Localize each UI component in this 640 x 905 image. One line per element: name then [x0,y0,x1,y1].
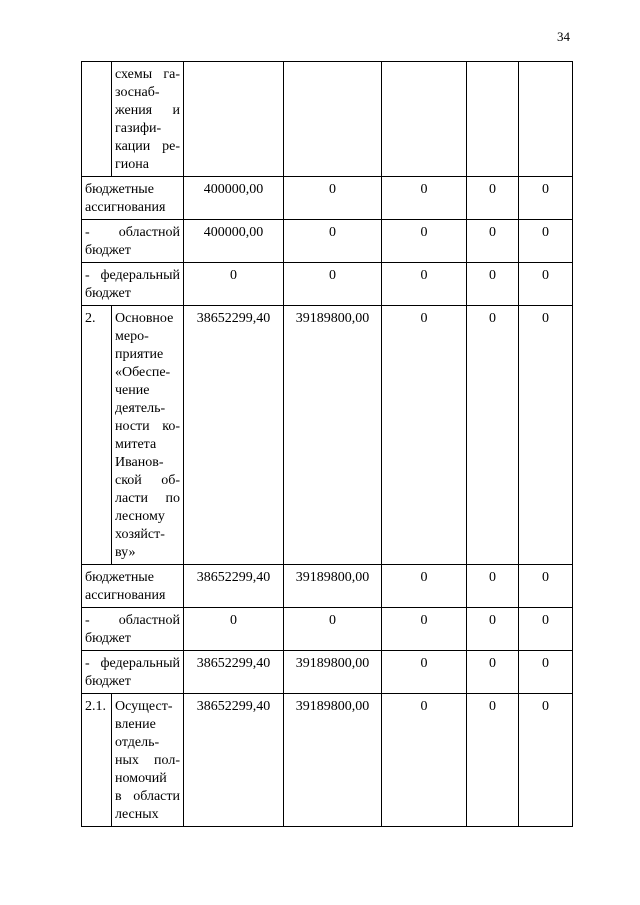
activity-name-line: ных пол- [115,753,180,768]
page-number: 34 [557,29,570,44]
funding-source-label-line: ассигнования [85,588,166,603]
amount-cell: 0 [382,694,467,827]
activity-name-line: гиона [115,157,149,172]
activity-name-line: ласти по [115,491,180,506]
amount-cell [284,62,382,177]
table-row [82,565,573,608]
funding-source-label-line: бюджет [85,631,131,646]
table-body [82,62,573,827]
amount-cell: 0 [467,608,519,651]
amount-cell: 39189800,00 [284,651,382,694]
row-number: 2.1. [82,694,112,827]
amount-cell: 0 [467,651,519,694]
amount-cell: 0 [382,306,467,565]
amount-cell [184,62,284,177]
amount-cell: 0 [519,694,573,827]
amount-cell: 0 [184,263,284,306]
amount-cell: 0 [184,608,284,651]
activity-name-line: митета [115,437,157,452]
amount-cell: 0 [382,651,467,694]
funding-source-label [82,565,184,608]
amount-cell: 0 [467,263,519,306]
amount-cell: 38652299,40 [184,306,284,565]
amount-cell: 400000,00 [184,220,284,263]
table-row [82,651,573,694]
funding-source-label-line: ассигнования [85,200,166,215]
funding-source-label [82,651,184,694]
amount-cell: 0 [284,220,382,263]
funding-source-label-line: бюджет [85,674,131,689]
amount-cell: 0 [519,263,573,306]
funding-source-label-line: бюджетные [85,570,154,585]
activity-name-line: в области [115,789,180,804]
table-row [82,62,573,177]
table-row [82,306,573,565]
activity-name-line: схемы га- [115,67,180,82]
activity-name [112,62,184,177]
amount-cell [382,62,467,177]
funding-source-label-line: бюджет [85,286,131,301]
amount-cell: 0 [382,608,467,651]
amount-cell: 39189800,00 [284,306,382,565]
activity-name-line: вление [115,717,156,732]
activity-name-line: кации ре- [115,139,180,154]
amount-cell: 0 [467,694,519,827]
activity-name-line: отдель- [115,735,160,750]
funding-source-label [82,177,184,220]
table-row [82,263,573,306]
activity-name-line: деятель- [115,401,166,416]
activity-name-line: ской об- [115,473,180,488]
table-row [82,177,573,220]
activity-name-line: хозяйст- [115,527,165,542]
amount-cell: 0 [519,565,573,608]
amount-cell: 0 [467,177,519,220]
funding-source-label-line: бюджет [85,243,131,258]
funding-source-label-line: - областной [85,225,180,240]
activity-name-line: зоснаб- [115,85,160,100]
activity-name [112,306,184,565]
funding-source-label-line: бюджетные [85,182,154,197]
amount-cell: 0 [382,263,467,306]
activity-name-line: ву» [115,545,136,560]
amount-cell: 38652299,40 [184,694,284,827]
activity-name-line: меро- [115,329,149,344]
activity-name-line: лесному [115,509,165,524]
amount-cell: 400000,00 [184,177,284,220]
activity-name-line: лесных [115,807,159,822]
amount-cell [519,62,573,177]
funding-source-label-line: - федеральный [85,268,180,283]
funding-source-label-line: - федеральный [85,656,180,671]
activity-name-line: Иванов- [115,455,164,470]
amount-cell: 0 [467,565,519,608]
activity-name-line: газифи- [115,121,162,136]
amount-cell: 0 [284,608,382,651]
amount-cell: 0 [467,306,519,565]
table-row [82,220,573,263]
amount-cell: 0 [519,651,573,694]
amount-cell: 0 [284,263,382,306]
activity-name-line: ности ко- [115,419,180,434]
row-number: 2. [82,306,112,565]
funding-source-label [82,263,184,306]
amount-cell: 0 [284,177,382,220]
amount-cell: 0 [519,608,573,651]
table-row [82,694,573,827]
funding-source-label [82,220,184,263]
budget-table [81,61,573,827]
amount-cell: 0 [519,306,573,565]
activity-name-line: «Обеспе- [115,365,171,380]
funding-source-label-line: - областной [85,613,180,628]
activity-name [112,694,184,827]
activity-name-line: Основное [115,311,174,326]
amount-cell [467,62,519,177]
amount-cell: 0 [519,220,573,263]
amount-cell: 38652299,40 [184,651,284,694]
amount-cell: 39189800,00 [284,694,382,827]
activity-name-line: приятие [115,347,164,362]
activity-name-line: номочий [115,771,167,786]
amount-cell: 0 [382,565,467,608]
amount-cell: 39189800,00 [284,565,382,608]
row-number [82,62,112,177]
activity-name-line: чение [115,383,150,398]
amount-cell: 38652299,40 [184,565,284,608]
amount-cell: 0 [519,177,573,220]
table-row [82,608,573,651]
amount-cell: 0 [467,220,519,263]
amount-cell: 0 [382,177,467,220]
funding-source-label [82,608,184,651]
amount-cell: 0 [382,220,467,263]
activity-name-line: Осущест- [115,699,173,714]
activity-name-line: жения и [115,103,180,118]
